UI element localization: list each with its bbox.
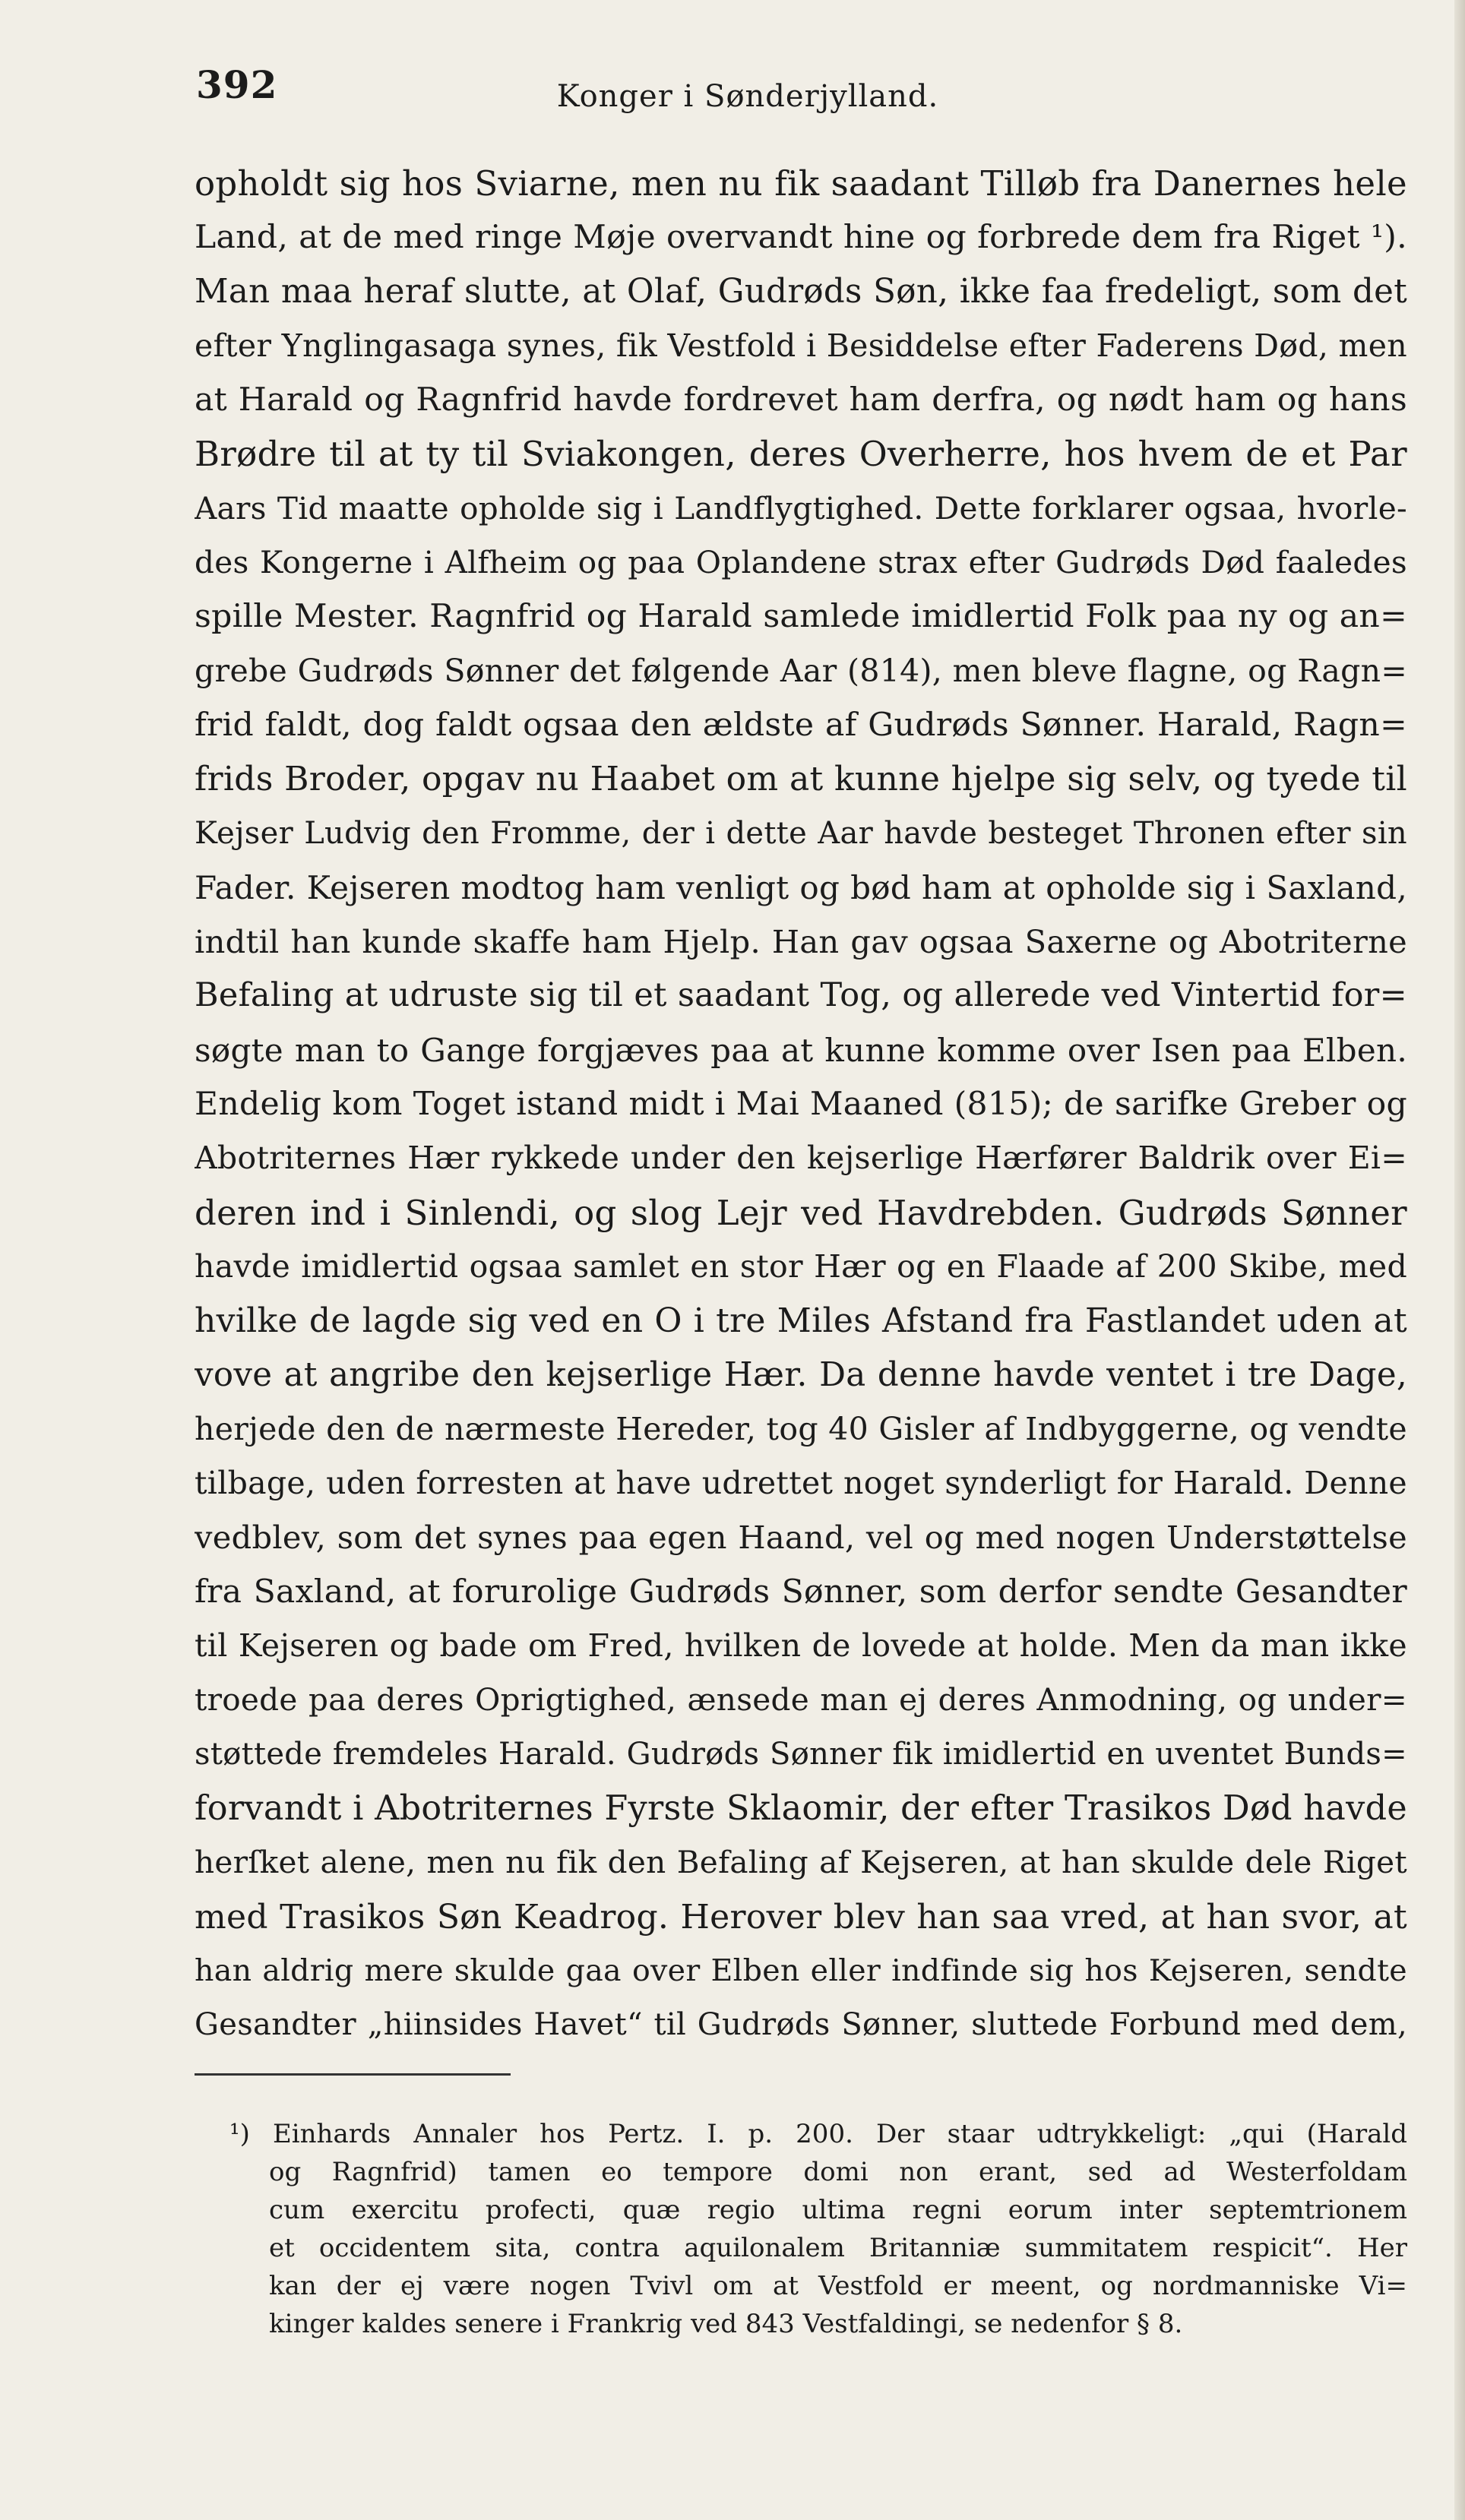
footnote-line: et occidentem sita, contra aquilonalem Britanniæ summitatem respicit“. Her xyxy=(269,2233,1407,2263)
text-line: Man maa heraf slutte, at Olaf, Gudrøds Søn, ikke faa fredeligt, som det xyxy=(195,272,1407,311)
text-line: hvilke de lagde sig ved en O i tre Miles Afstand fra Fastlandet uden at xyxy=(195,1301,1407,1341)
text-line: støttede fremdeles Harald. Gudrøds Sønner fik imidlertid en uventet Bunds= xyxy=(195,1736,1407,1772)
text-line: Aars Tid maatte opholde sig i Landflygtighed. Dette forklarer ogsaa, hvorle- xyxy=(195,489,1407,526)
text-line: han aldrig mere skulde gaa over Elben eller indfinde sig hos Kejseren, sendte xyxy=(195,1952,1407,1988)
page-edge xyxy=(1454,0,1465,2520)
text-line: Endelig kom Toget istand midt i Mai Maaned (815); de sarifke Greber og xyxy=(195,1086,1407,1124)
text-line: frids Broder, opgav nu Haabet om at kunne hjelpe sig selv, og tyede til xyxy=(195,760,1407,799)
text-line: efter Ynglingasaga synes, fik Vestfold i Besiddelse efter Faderens Død, men xyxy=(195,327,1407,364)
text-line: opholdt sig hos Sviarne, men nu fik saadant Tilløb fra Danernes hele xyxy=(195,163,1407,204)
page-number: 392 xyxy=(196,62,278,107)
footnote-line: kinger kaldes senere i Frankrig ved 843 Vestfaldingi, se nedenfor § 8. xyxy=(269,2309,1183,2339)
text-line: vedblev, som det synes paa egen Haand, vel og med nogen Understøttelse xyxy=(195,1519,1407,1557)
text-line: forvandt i Abotriternes Fyrste Sklaomir, der efter Trasikos Død havde xyxy=(195,1788,1407,1828)
text-line: Gesandter „hiinsides Havet“ til Gudrøds Sønner, sluttede Forbund med dem, xyxy=(195,2007,1407,2043)
footnote-line: cum exercitu profecti, quæ regio ultima regni eorum inter septemtrionem xyxy=(269,2195,1407,2225)
text-line: Brødre til at ty til Sviakongen, deres Overherre, hos hvem de et Par xyxy=(195,434,1407,475)
text-line: Kejser Ludvig den Fromme, der i dette Aar havde besteget Thronen efter sin xyxy=(195,815,1407,851)
footnote-line: kan der ej være nogen Tvivl om at Vestfold er meent, og nordmanniske Vi= xyxy=(269,2271,1407,2301)
text-line: havde imidlertid ogsaa samlet en stor Hær og en Flaade af 200 Skibe, med xyxy=(195,1247,1407,1285)
text-line: herſket alene, men nu fik den Befaling af Kejseren, at han skulde dele Riget xyxy=(195,1844,1407,1881)
text-line: Abotriternes Hær rykkede under den kejserlige Hærfører Baldrik over Ei= xyxy=(195,1140,1407,1177)
text-line: Fader. Kejseren modtog ham venligt og bød ham at opholde sig i Saxland, xyxy=(195,868,1407,906)
text-line: Land, at de med ringe Møje overvandt hine og forbrede dem fra Riget ¹). xyxy=(195,219,1407,257)
text-line: frid faldt, dog faldt ogsaa den ældste af Gudrøds Sønner. Harald, Ragn= xyxy=(195,706,1407,744)
text-line: vove at angribe den kejserlige Hær. Da denne havde ventet i tre Dage, xyxy=(195,1355,1407,1394)
text-line: søgte man to Gange forgjæves paa at kunne komme over Isen paa Elben. xyxy=(195,1031,1407,1069)
text-line: grebe Gudrøds Sønner det følgende Aar (814), men bleve flagne, og Ragn= xyxy=(195,652,1407,689)
footnote-line: ¹) Einhards Annaler hos Pertz. I. p. 200. Der staar udtrykkeligt: „qui (Harald xyxy=(229,2119,1407,2149)
text-line: Befaling at udruste sig til et saadant Tog, og allerede ved Vintertid for= xyxy=(195,976,1407,1015)
text-line: med Trasikos Søn Keadrog. Herover blev han saa vred, at han svor, at xyxy=(195,1897,1407,1937)
text-line: herjede den de nærmeste Hereder, tog 40 Gisler af Indbyggerne, og vendte xyxy=(195,1410,1407,1447)
footnote-divider xyxy=(195,2073,511,2076)
footnotes xyxy=(195,2115,1407,2343)
text-line: til Kejseren og bade om Fred, hvilken de lovede at holde. Men da man ikke xyxy=(195,1627,1407,1665)
text-line: des Kongerne i Alfheim og paa Oplandene strax efter Gudrøds Død faaledes xyxy=(195,544,1407,581)
text-line: fra Saxland, at forurolige Gudrøds Sønner, som derfor sendte Gesandter xyxy=(195,1573,1407,1611)
body-text xyxy=(195,157,1407,2052)
text-line: deren ind i Sinlendi, og slog Lejr ved Havdrebden. Gudrøds Sønner xyxy=(195,1192,1407,1233)
footnote-line: og Ragnfrid) tamen eo tempore domi non erant, sed ad Westerfoldam xyxy=(269,2157,1407,2187)
running-head: Konger i Sønderjylland. xyxy=(556,79,939,114)
text-line: at Harald og Ragnfrid havde fordrevet ham derfra, og nødt ham og hans xyxy=(195,381,1407,419)
text-line: troede paa deres Oprigtighed, ænsede man ej deres Anmodning, og under= xyxy=(195,1681,1407,1718)
text-line: indtil han kunde skaffe ham Hjelp. Han gav ogsaa Saxerne og Abotriterne xyxy=(195,923,1407,961)
text-line: spille Mester. Ragnfrid og Harald samlede imidlertid Folk paa ny og an= xyxy=(195,598,1407,636)
text-line: tilbage, uden forresten at have udrettet noget synderligt for Harald. Denne xyxy=(195,1465,1407,1502)
